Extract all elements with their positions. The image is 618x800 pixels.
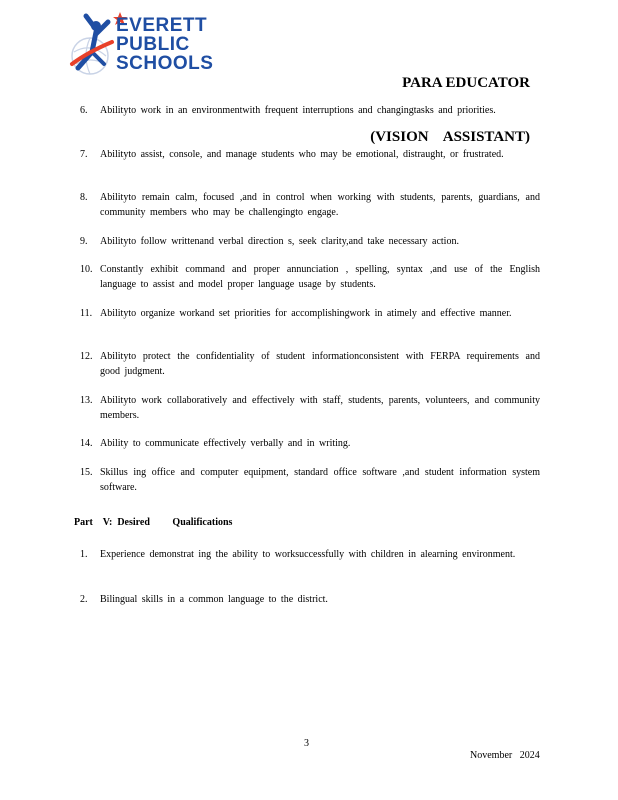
section-heading: Part V: Desired Qualifications xyxy=(74,517,233,528)
list-item xyxy=(80,234,540,249)
item-number: 13. xyxy=(80,395,93,406)
list-item xyxy=(80,547,540,562)
item-text: Abilityto protect the confidentiality of student informationconsistent with FERPA requirements and good judgment. xyxy=(100,351,540,377)
item-number: 14. xyxy=(80,438,93,449)
item-number: 7. xyxy=(80,149,88,160)
item-text: Experience demonstrat ing the ability to worksuccessfully with children in alearning environment. xyxy=(100,549,516,560)
logo-line-3: SCHOOLS xyxy=(116,53,214,74)
list-item xyxy=(80,436,540,451)
list-item xyxy=(80,349,540,379)
page-number: 3 xyxy=(304,738,309,749)
logo-line-2: PUBLIC xyxy=(116,34,190,55)
item-number: 15. xyxy=(80,467,93,478)
logo-line-1: EVERETT xyxy=(116,15,208,36)
item-text: Abilityto follow writtenand verbal direction s, seek clarity,and take necessary action. xyxy=(100,236,459,247)
item-number: 9. xyxy=(80,236,88,247)
item-text: Abilityto organize workand set priorities for accomplishingwork in atimely and effective manner. xyxy=(100,308,512,319)
logo-wordmark xyxy=(116,16,213,73)
list-item xyxy=(80,103,540,118)
item-number: 12. xyxy=(80,351,93,362)
footer-date: November 2024 xyxy=(470,750,540,761)
list-item xyxy=(80,306,540,321)
item-text: Abilityto work in an environmentwith frequent interruptions and changingtasks and priorities. xyxy=(100,105,496,116)
item-number: 6. xyxy=(80,105,88,116)
document-title xyxy=(370,38,530,164)
everett-public-schools-logo xyxy=(68,12,238,82)
item-text: Skillus ing office and computer equipment, standard office software ,and student information system software. xyxy=(100,467,540,493)
item-text: Abilityto work collaboratively and effectively with staff, students, parents, volunteers, and community members. xyxy=(100,395,540,421)
title-line-2: (VISION ASSISTANT) xyxy=(370,129,530,145)
list-item xyxy=(80,262,540,292)
item-number: 10. xyxy=(80,264,93,275)
list-item xyxy=(80,393,540,423)
item-text: Ability to communicate effectively verbally and in writing. xyxy=(100,438,351,449)
item-text: Bilingual skills in a common language to the district. xyxy=(100,594,328,605)
item-text: Abilityto assist, console, and manage students who may be emotional, distraught, or frustrated. xyxy=(100,149,504,160)
list-item xyxy=(80,465,540,495)
item-number: 11. xyxy=(80,308,93,319)
item-number: 1. xyxy=(80,549,88,560)
list-item xyxy=(80,190,540,220)
item-number: 8. xyxy=(80,192,88,203)
list-item xyxy=(80,592,540,607)
item-number: 2. xyxy=(80,594,88,605)
item-text: Abilityto remain calm, focused ,and in control when working with students, parents, guardians, and community members who may be challengingto engage. xyxy=(100,192,540,218)
item-text: Constantly exhibit command and proper annunciation , spelling, syntax ,and use of the English language to assist and model proper language usage by students. xyxy=(100,264,540,290)
title-line-1: PARA EDUCATOR xyxy=(402,75,530,91)
list-item xyxy=(80,147,540,162)
